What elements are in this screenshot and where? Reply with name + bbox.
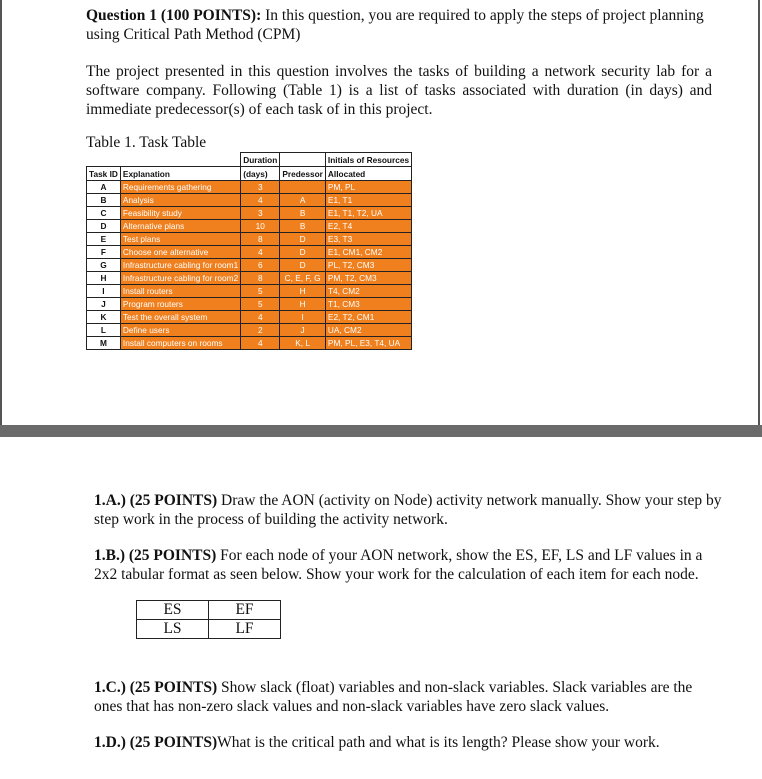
explanation-cell: Define users [120,324,240,337]
task-id-cell: B [87,194,121,207]
resources-cell: T4, CM2 [325,285,411,298]
header-resources-top: Initials of Resources [325,153,411,167]
predecessor-cell [280,181,326,194]
predecessor-cell: C, E, F, G [280,272,326,285]
duration-cell: 4 [241,337,280,350]
table-row [87,207,412,220]
table-row [87,259,412,272]
resources-cell: E1, CM1, CM2 [325,246,411,259]
task-id-cell: I [87,285,121,298]
part-text: What is the critical path and what is its length? Please show your work. [217,734,660,751]
table-row [87,337,412,350]
table-row [87,246,412,259]
task-id-cell: K [87,311,121,324]
predecessor-cell: D [280,233,326,246]
part-label: 1.B.) (25 POINTS) [94,547,217,564]
resources-cell: E1, T1, T2, UA [325,207,411,220]
part-label: 1.A.) (25 POINTS) [94,492,218,509]
header-empty [280,153,326,167]
explanation-cell: Infrastructure cabling for room1 [120,259,240,272]
resources-cell: E2, T2, CM1 [325,311,411,324]
table-header-row-top [87,153,412,167]
table-row [87,194,412,207]
explanation-cell: Install computers on rooms [120,337,240,350]
table-row [87,311,412,324]
table-row [87,233,412,246]
duration-cell: 6 [241,259,280,272]
page-separator [0,425,762,437]
header-empty [120,153,240,167]
duration-cell: 8 [241,233,280,246]
duration-cell: 3 [241,207,280,220]
table-caption: Table 1. Task Table [86,134,207,151]
question-title [86,6,726,44]
explanation-cell: Test the overall system [120,311,240,324]
duration-cell: 3 [241,181,280,194]
table-header-row [87,167,412,181]
predecessor-cell: J [280,324,326,337]
resources-cell: E3, T3 [325,233,411,246]
resources-cell: PM, T2, CM3 [325,272,411,285]
task-table [86,152,412,350]
predecessor-cell: B [280,220,326,233]
header-resources-bottom: Allocated [325,167,411,181]
part-c [94,678,722,716]
task-id-cell: H [87,272,121,285]
resources-cell: T1, CM3 [325,298,411,311]
explanation-cell: Infrastructure cabling for room2 [120,272,240,285]
duration-cell: 5 [241,298,280,311]
table-row [87,181,412,194]
explanation-cell: Program routers [120,298,240,311]
task-id-cell: G [87,259,121,272]
explanation-cell: Choose one alternative [120,246,240,259]
task-id-cell: E [87,233,121,246]
part-a [94,491,722,529]
table-row [87,285,412,298]
predecessor-cell: I [280,311,326,324]
table-row [87,272,412,285]
es-cell: ES [137,601,209,620]
question-title-text: In this question, you are required to apply the steps of project planning using Critical Path Method (CPM) [86,7,704,43]
header-explanation: Explanation [120,167,240,181]
task-id-cell: F [87,246,121,259]
explanation-cell: Test plans [120,233,240,246]
header-empty [87,153,121,167]
resources-cell: E2, T4 [325,220,411,233]
resources-cell: PM, PL, E3, T4, UA [325,337,411,350]
duration-cell: 8 [241,272,280,285]
task-id-cell: M [87,337,121,350]
ls-cell: LS [137,620,209,639]
table-row [87,324,412,337]
predecessor-cell: D [280,259,326,272]
duration-cell: 4 [241,246,280,259]
header-task-id: Task ID [87,167,121,181]
predecessor-cell: D [280,246,326,259]
resources-cell: PL, T2, CM3 [325,259,411,272]
resources-cell: UA, CM2 [325,324,411,337]
duration-cell: 4 [241,311,280,324]
explanation-cell: Install routers [120,285,240,298]
part-text: Draw the AON (activity on Node) activity network manually. Show your step by step work in the process of building the activity network. [94,492,722,528]
part-d [94,733,722,752]
explanation-cell: Analysis [120,194,240,207]
table-row [87,298,412,311]
explanation-cell: Requirements gathering [120,181,240,194]
predecessor-cell: A [280,194,326,207]
part-label: 1.C.) (25 POINTS) [94,679,218,696]
question-title-label: Question 1 (100 POINTS): [86,7,262,24]
task-id-cell: C [87,207,121,220]
duration-cell: 5 [241,285,280,298]
duration-cell: 10 [241,220,280,233]
duration-cell: 2 [241,324,280,337]
part-text: For each node of your AON network, show the ES, EF, LS and LF values in a 2x2 tabular format as seen below. Show your work for the calculation of each item for each node. [94,547,703,583]
question-intro: The project presented in this question involves the tasks of building a network security lab for a software company. Following (Table 1) is a list of tasks associated with duration (in days) and immediate predecessor(s) of each task of in this project. [86,63,712,118]
predecessor-cell: B [280,207,326,220]
lf-cell: LF [209,620,281,639]
header-duration-bottom: (days) [241,167,280,181]
task-id-cell: D [87,220,121,233]
task-id-cell: A [87,181,121,194]
predecessor-cell: H [280,298,326,311]
ef-cell: EF [209,601,281,620]
task-id-cell: J [87,298,121,311]
resources-cell: PM, PL [325,181,411,194]
explanation-cell: Alternative plans [120,220,240,233]
explanation-cell: Feasibility study [120,207,240,220]
table-row [87,220,412,233]
es-ef-table [136,600,281,639]
resources-cell: E1, T1 [325,194,411,207]
header-duration-top: Duration [241,153,280,167]
task-id-cell: L [87,324,121,337]
part-text: Show slack (float) variables and non-slack variables. Slack variables are the ones that has non-zero slack values and non-slack variables have zero slack values. [94,679,693,715]
part-b [94,546,722,584]
part-label: 1.D.) (25 POINTS) [94,734,218,751]
predecessor-cell: H [280,285,326,298]
header-predecessor: Predessor [280,167,326,181]
predecessor-cell: K, L [280,337,326,350]
duration-cell: 4 [241,194,280,207]
